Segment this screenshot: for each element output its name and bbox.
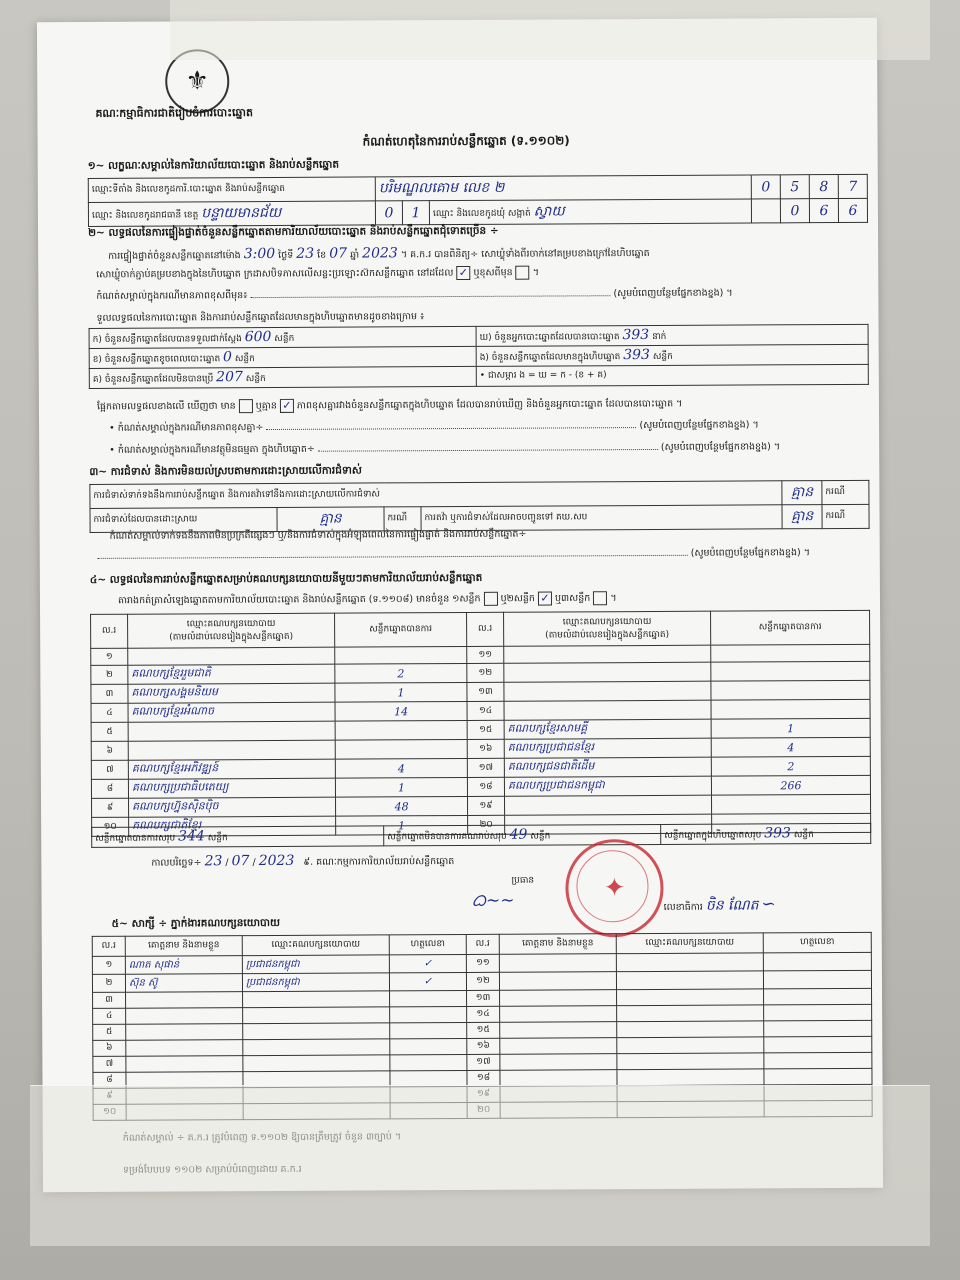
two-sheets-checkbox[interactable]: ✓ (538, 592, 552, 606)
received-ballots-value: 600 (244, 328, 272, 346)
party-name: គណបក្សប្រជាជនកម្ពុជា (504, 776, 711, 796)
witness-signature (390, 1022, 467, 1038)
row-number: ១៥ (467, 720, 504, 739)
section2-title: ២~ លទ្ធផលនៃការផ្ទៀងផ្ទាត់ចំនួនសន្លឹកឆ្នោតតាមការិយាល័យបោះឆ្នោត និងរាប់សន្លឹកឆ្នោតជុំទោតច្រើន ÷ (88, 224, 499, 239)
party-name (505, 795, 712, 815)
witness-signature (764, 988, 872, 1005)
col-votes: សន្លឹកឆ្នោតបានការ (335, 612, 467, 647)
row-number: ១៦ (467, 739, 504, 758)
party-results-table (90, 610, 871, 837)
witness-name: ណាត សុផាន់ (125, 956, 242, 975)
col-no: ល.រ (91, 614, 128, 648)
party-results (90, 610, 871, 837)
party-votes (711, 699, 870, 719)
party-votes: 2 (711, 756, 870, 776)
witness-name (126, 1008, 243, 1025)
unused-ballots-value: 207 (216, 369, 243, 386)
row-number: ១ (91, 648, 128, 665)
section1-table (88, 174, 868, 227)
changed-checkbox[interactable] (516, 266, 530, 280)
witness-signature (763, 952, 871, 971)
discrepancy-note: • កំណត់សម្គាល់ក្នុងករណីមានភាពខុសគ្នា÷ (សូមបំពេញបន្ថែមផ្នែកខាងខ្នង) ។ (109, 419, 759, 434)
party-votes: 14 (335, 701, 467, 721)
section4-title: ៤~ លទ្ធផលនៃការរាប់សន្លឹកឆ្នោតសម្រាប់គណបក្សនយោបាយនីមួយៗតាមការិយាល័យរាប់សន្លឹកឆ្នោត (89, 571, 483, 586)
row-number: ១០ (92, 817, 129, 836)
party-votes (711, 661, 870, 681)
witness-party (243, 1023, 390, 1040)
province-digit: 0 (375, 201, 402, 225)
province-value: បន្ទាយមានជ័យ (201, 204, 282, 222)
witness-name (500, 990, 617, 1007)
polling-station-label: ឈ្មោះទីតាំង និងលេខកូដការិ.បោះឆ្នោត និងរាប់សន្លឹកឆ្នោត (88, 177, 375, 203)
witness-party (243, 991, 390, 1008)
party-votes (335, 739, 467, 759)
total-in-box: សន្លឹកឆ្នោតក្នុងហិបឆ្នោតសរុប 393 សន្លឹក (661, 823, 871, 844)
irregularities-note: កំណត់សម្គាល់ទាក់ទងនឹងភាពមិនប្រក្រតីផ្សេងៗ ឬ/និងការជំទាស់ក្នុងអំឡុងពេលនៃការផ្ទៀងផ្ទាត់ និងការរាប់សន្លឹកឆ្នោត÷ (109, 528, 527, 542)
witness-party (243, 1055, 390, 1072)
row-number: ២ (91, 665, 128, 684)
resolved-complaints-label: ការជំទាស់ដែលបានដោះស្រាយ (90, 507, 277, 532)
complaints-table (89, 480, 869, 533)
witness-name (500, 1070, 617, 1087)
difference-note-line: កំណត់សម្គាល់ក្នុងករណីមានភាពខុសពីមុន៖ (សូមបំពេញបន្ថែមផ្នែកខាងខ្នង) ។ (96, 287, 733, 302)
witness-name (499, 954, 616, 973)
row-number: ៣ (93, 992, 126, 1008)
party-votes: 48 (336, 796, 468, 816)
row-number: ៦ (93, 1040, 126, 1056)
row-number: ៨ (93, 1072, 126, 1088)
col-name: គោត្តនាម និងនាមខ្លួន (499, 934, 616, 955)
party-votes: 4 (711, 737, 870, 757)
chair-label: ប្រធាន (511, 875, 535, 886)
row-number: ៧ (93, 1056, 126, 1072)
row-number: ២០ (468, 815, 505, 834)
unchanged-checkbox[interactable]: ✓ (456, 266, 470, 280)
witness-signature (390, 1006, 467, 1022)
witness-party (617, 1037, 764, 1054)
party-name: គណបក្សប្រជាជនខ្មែរ (504, 738, 711, 758)
spoiled-ballots-row: ខ) ចំនួនសន្លឹកឆ្នោតខូចពេលបោះឆ្នោត 0 សន្លឹក (89, 346, 476, 368)
witness-name (126, 1024, 243, 1041)
row-number: ១៥ (467, 1022, 500, 1038)
verification-day: 23 (296, 245, 315, 262)
nec-emblem-icon: ⚜ (165, 49, 229, 113)
witness-party (617, 1005, 764, 1022)
col-no: ល.រ (466, 934, 499, 954)
party-name (504, 700, 711, 720)
total-invalid-value: 49 (509, 826, 528, 843)
row-number: ៣ (91, 684, 128, 703)
date-month: 07 (231, 853, 250, 870)
row-number: ១៧ (467, 758, 504, 777)
witness-signature (390, 1054, 467, 1070)
col-no: ល.រ (467, 612, 504, 646)
verification-line: ការផ្ទៀងផ្ទាត់ចំនួនសន្លឹកឆ្នោតនៅម៉ោង 3:00 ថ្ងៃទី 23 ខែ 07 ឆ្នាំ 2023 ។ គ.ក.រ បានពិនិត្យ÷ សោឃ្លុំទាំងពីរចាក់នៅគម្របខាងក្រៅនៃហិបឆ្នោត (108, 245, 650, 263)
unused-ballots-row: គ) ចំនួនសន្លឹកឆ្នោតដែលមិនបានប្រើ 207 សន្លឹក (89, 366, 476, 388)
province-label: ឈ្មោះ និងលេខកូដរាជធានី ខេត្ត បន្ទាយមានជ័យ (88, 201, 375, 227)
col-no: ល.រ (92, 936, 125, 956)
row-number: ២ (92, 974, 125, 992)
party-name (504, 681, 711, 701)
tape-bottom (30, 1085, 930, 1246)
party-votes (711, 644, 870, 662)
party-votes: 1 (711, 718, 870, 738)
row-number: ១៧ (467, 1054, 500, 1070)
party-votes (335, 720, 467, 740)
case-label: ករណី (822, 504, 869, 528)
date-line: កាលបរិច្ឆេទ÷ 23 / 07 / 2023 ៩. គណៈកម្មការការិយាល័យរាប់សន្លឹកឆ្នោត (151, 852, 455, 870)
total-in-box-value: 393 (764, 825, 791, 842)
row-number: ១៣ (467, 990, 500, 1006)
party-name (504, 645, 711, 663)
seal-line: សោឃ្លុំចាក់ភ្ជាប់គម្របខាងក្នុងនៃហិបឆ្នោត ក្រដាសបិទភាសលើសន្លះប្រឡោះស៊កសន្លឹកឆ្នោត នៅដដែល ✓ ឬខុសពីមុន ។ (96, 265, 539, 281)
station-digit: 7 (838, 174, 867, 198)
province-digit: 1 (402, 201, 429, 225)
witness-signature (764, 1020, 872, 1037)
total-valid: សន្លឹកឆ្នោតបានការសរុប 344 សន្លឹក (92, 826, 384, 848)
chair-signature: ᜊ~~ (471, 890, 515, 911)
row-number: ៦ (91, 741, 128, 760)
witness-signature (390, 990, 467, 1006)
party-votes: 1 (335, 682, 467, 702)
station-digit: 5 (780, 175, 809, 199)
row-number: ១២ (466, 972, 499, 990)
section3-title: ៣~ ការជំទាស់ និងការមិនយល់ស្របតាមការដោះស្រាយលើការជំទាស់ (89, 464, 362, 478)
witness-signature (764, 1068, 872, 1085)
witness-signature (763, 970, 871, 989)
witness-name: ស៊ុន ស៊ូ (125, 974, 242, 993)
witness-party (243, 1007, 390, 1024)
row-number: ១៩ (468, 796, 505, 815)
station-digit: 8 (809, 175, 838, 199)
witness-signature (764, 1036, 872, 1053)
three-sheets-checkbox[interactable] (593, 591, 607, 605)
party-name: គណបក្សខ្មែរសាមគ្គី (504, 719, 711, 739)
party-votes: 266 (711, 775, 870, 795)
witness-party (617, 1069, 764, 1086)
party-name (128, 740, 335, 760)
received-ballots-row: ក) ចំនួនសន្លឹកឆ្នោតដែលបានទទួលជាក់ស្តែង 600 សន្លឹក (89, 326, 476, 348)
witness-name (126, 1040, 243, 1057)
col-party: ឈ្មោះគណបក្សនយោបាយ (242, 935, 389, 956)
row-number: ១១ (466, 954, 499, 972)
date-day: 23 (204, 853, 223, 870)
polling-station-value: បរិមណ្ឌលគោម លេខ ២ (375, 175, 751, 201)
row-number: ១៤ (467, 701, 504, 720)
row-number: ១៦ (467, 1038, 500, 1054)
witness-name (500, 1054, 617, 1071)
witness-name (126, 992, 243, 1009)
party-name (128, 721, 335, 741)
witness-signature: ✓ (389, 972, 466, 990)
tape-top (170, 0, 930, 60)
row-number: ៤ (91, 703, 128, 722)
document-title: កំណត់ហេតុនៃការរាប់សន្លឹកឆ្នោត (ទ.១១០២) (362, 133, 570, 149)
has-difference-checkbox[interactable] (239, 399, 253, 413)
witness-party (617, 989, 764, 1006)
discrepancy-line: ផ្អែកតាមលទ្ធផលខាងលើ ឃើញថា មាន ឬគ្មាន ✓ ភាពខុសគ្នារវាងចំនួនសន្លឹកឆ្នោតក្នុងហិបឆ្នោត ដែលបានរាប់ឃើញ និងចំនួនអ្នកបោះឆ្នោត ដែលបានបោះឆ្នោត ។ (96, 398, 683, 413)
row-number: ៥ (91, 722, 128, 741)
row-number: ១៤ (467, 1006, 500, 1022)
commune-label: ឈ្មោះ និងលេខកូដឃុំ សង្កាត់ ស្វាយ (429, 199, 751, 225)
party-name (504, 662, 711, 682)
witness-party: ប្រជាជនកម្ពុជា (242, 955, 389, 974)
counts-table (89, 324, 869, 389)
counting-complaints-label: ការជំទាស់ទាក់ទងនឹងការរាប់សន្លឹកឆ្នោត និងការតវ៉ាទៅនឹងការដោះស្រាយលើការជំទាស់ (90, 481, 782, 509)
party-name: គណបក្សខ្មែររួមជាតិ (128, 664, 335, 684)
case-label: ករណី (822, 480, 869, 504)
witness-party (243, 1039, 390, 1056)
witness-name (499, 972, 616, 991)
verification-time: 3:00 (243, 245, 276, 263)
row-number: ១ (92, 956, 125, 974)
voters-row: ឃ) ចំនួនអ្នកបោះឆ្នោតដែលបានបោះឆ្នោត 393 នាក់ (476, 324, 868, 346)
row-number: ១១ (467, 646, 504, 663)
witness-name (500, 1022, 617, 1039)
station-digit: 0 (751, 175, 780, 199)
resolved-complaints-value: គ្មាន (277, 507, 384, 532)
forwarded-complaints-label: ការតវ៉ា ឬការជំទាស់ដែលអាចបញ្ជូនទៅ គឃ.សប (421, 505, 782, 531)
witness-party (616, 953, 763, 972)
witness-party (616, 971, 763, 990)
secretary-name: ចិន ណែត (705, 897, 759, 914)
commune-digit: 6 (838, 198, 867, 222)
party-votes: 2 (335, 663, 467, 683)
commune-digit: 0 (780, 199, 809, 223)
col-sign: ហត្ថលេខា (763, 932, 871, 953)
witness-name (500, 1038, 617, 1055)
witness-signature: ✓ (389, 954, 466, 972)
party-name: គណបក្សខ្មែរអភិវឌ្ឍន៍ (128, 759, 335, 779)
abnormal-items-note: • កំណត់សម្គាល់ក្នុងករណីមានវត្ថុមិនធម្មតា ក្នុងហិបឆ្នោត÷ (សូមបំពេញបន្ថែមផ្នែកខាងខ្នង) ។ (109, 441, 781, 456)
party-name: គណបក្សជាតិខ្មែរ (129, 816, 336, 836)
party-votes (711, 680, 870, 700)
witness-party (617, 1021, 764, 1038)
total-invalid: សន្លឹកឆ្នោតមិនបានការគណរាប់សរុប 49 សន្លឹក (384, 824, 661, 845)
col-sign: ហត្ថលេខា (389, 934, 466, 954)
verification-year: 2023 (362, 245, 398, 262)
witness-signature (764, 1004, 872, 1021)
results-intro: ទួលលទ្ធផលនៃការបោះឆ្នោត និងការរាប់សន្លឹកឆ្នោតដែលមានក្នុងហិបឆ្នោតមានដូចខាងក្រោម ៖ (96, 311, 425, 324)
witness-name (126, 1056, 243, 1073)
commune-value: ស្វាយ (533, 203, 565, 220)
party-votes: 1 (336, 815, 468, 835)
tally-sheets-line: តារាងកត់ត្រាសំឡេងឆ្នោតតាមការិយាល័យបោះឆ្នោត និងរាប់សន្លឹកឆ្នោត (ទ.១១០៨) មានចំនួន ១សន្លឹក ឬ២សន្លឹក ✓ ឬ៣សន្លឹក ។ (117, 591, 617, 607)
col-party: ឈ្មោះគណបក្សនយោបាយ (តាមលំដាប់លេខរៀងក្នុងសន្លឹកឆ្នោត) (504, 611, 711, 646)
row-number: ៩ (92, 798, 129, 817)
party-votes (711, 794, 870, 814)
witness-name (500, 1006, 617, 1023)
col-name: គោត្តនាម និងនាមខ្លួន (125, 936, 242, 957)
row-number: ១៨ (467, 1070, 500, 1086)
party-name: គណបក្សប្រជាធិបតេយ្យ (128, 778, 335, 798)
secretary-line: លេខាធិការ ចិន ណែត ∽ (663, 894, 776, 915)
secretary-signature: ∽ (761, 894, 776, 915)
witness-signature (764, 1052, 872, 1069)
witness-signature (390, 1038, 467, 1054)
box-ballots-value: 393 (623, 347, 650, 364)
section1-title: ១~ លក្ខណៈសម្គាល់នៃការិយាល័យបោះឆ្នោត និងរាប់សន្លឹកឆ្នោត (87, 158, 340, 172)
col-party: ឈ្មោះគណបក្សនយោបាយ (តាមលំដាប់លេខរៀងក្នុងសន្លឹកឆ្នោត) (128, 613, 335, 648)
forwarded-complaints-value: គ្មាន (782, 505, 822, 529)
party-name: គណបក្សសង្គមនិយម (128, 683, 335, 703)
irregularities-line: (សូមបំពេញបន្ថែមផ្នែកខាងខ្នង) ។ (98, 546, 868, 564)
row-number: ១៣ (467, 682, 504, 701)
row-number: ១៨ (467, 777, 504, 796)
col-votes: សន្លឹកឆ្នោតបានការ (711, 610, 870, 645)
row-number: ៧ (91, 760, 128, 779)
one-sheet-checkbox[interactable] (484, 592, 498, 606)
row-number: ៤ (93, 1008, 126, 1024)
section5-title: ៥~ សាក្សី ÷ ភ្នាក់ងារគណបក្សនយោបាយ (111, 916, 281, 930)
total-valid-value: 344 (178, 828, 205, 845)
date-year: 2023 (258, 852, 295, 870)
party-name (128, 647, 335, 665)
document-sheet (37, 18, 883, 1192)
party-votes: 1 (335, 777, 467, 797)
spoiled-ballots-value: 0 (222, 349, 232, 366)
row-number: ១២ (467, 663, 504, 682)
col-party: ឈ្មោះគណបក្សនយោបាយ (616, 933, 763, 954)
party-name: គណបក្សខ្មែរអំណាច (128, 702, 335, 722)
witness-party (617, 1053, 764, 1070)
witness-party: ប្រជាជនកម្ពុជា (242, 973, 389, 992)
row-number: ៥ (93, 1024, 126, 1040)
voters-value: 393 (622, 327, 650, 344)
party-votes: 4 (335, 758, 467, 778)
case-label: ករណី (384, 507, 421, 531)
party-name: គណបក្សហ្វ៊ុនស៊ិនប៉ិច (129, 797, 336, 817)
org-name: គណៈកម្មាធិការជាតិរៀបចំការបោះឆ្នោត (95, 106, 254, 120)
official-stamp-icon: ✦ (565, 839, 664, 938)
verification-month: 07 (329, 245, 348, 262)
counting-complaints-value: គ្មាន (782, 481, 822, 505)
commune-digit: 6 (809, 199, 838, 223)
formula: • ជាសម្ភារ ង = ឃ = ក - (ខ + គ) (476, 364, 868, 386)
party-name: គណបក្សជនជាតិដើម (504, 757, 711, 777)
party-votes (335, 646, 467, 664)
totals-row (91, 823, 871, 848)
no-difference-checkbox[interactable]: ✓ (280, 399, 294, 413)
row-number: ៨ (91, 779, 128, 798)
box-ballots-row: ង) ចំនួនសន្លឹកឆ្នោតដែលមានក្នុងហិបឆ្នោត 393 សន្លឹក (476, 344, 868, 366)
